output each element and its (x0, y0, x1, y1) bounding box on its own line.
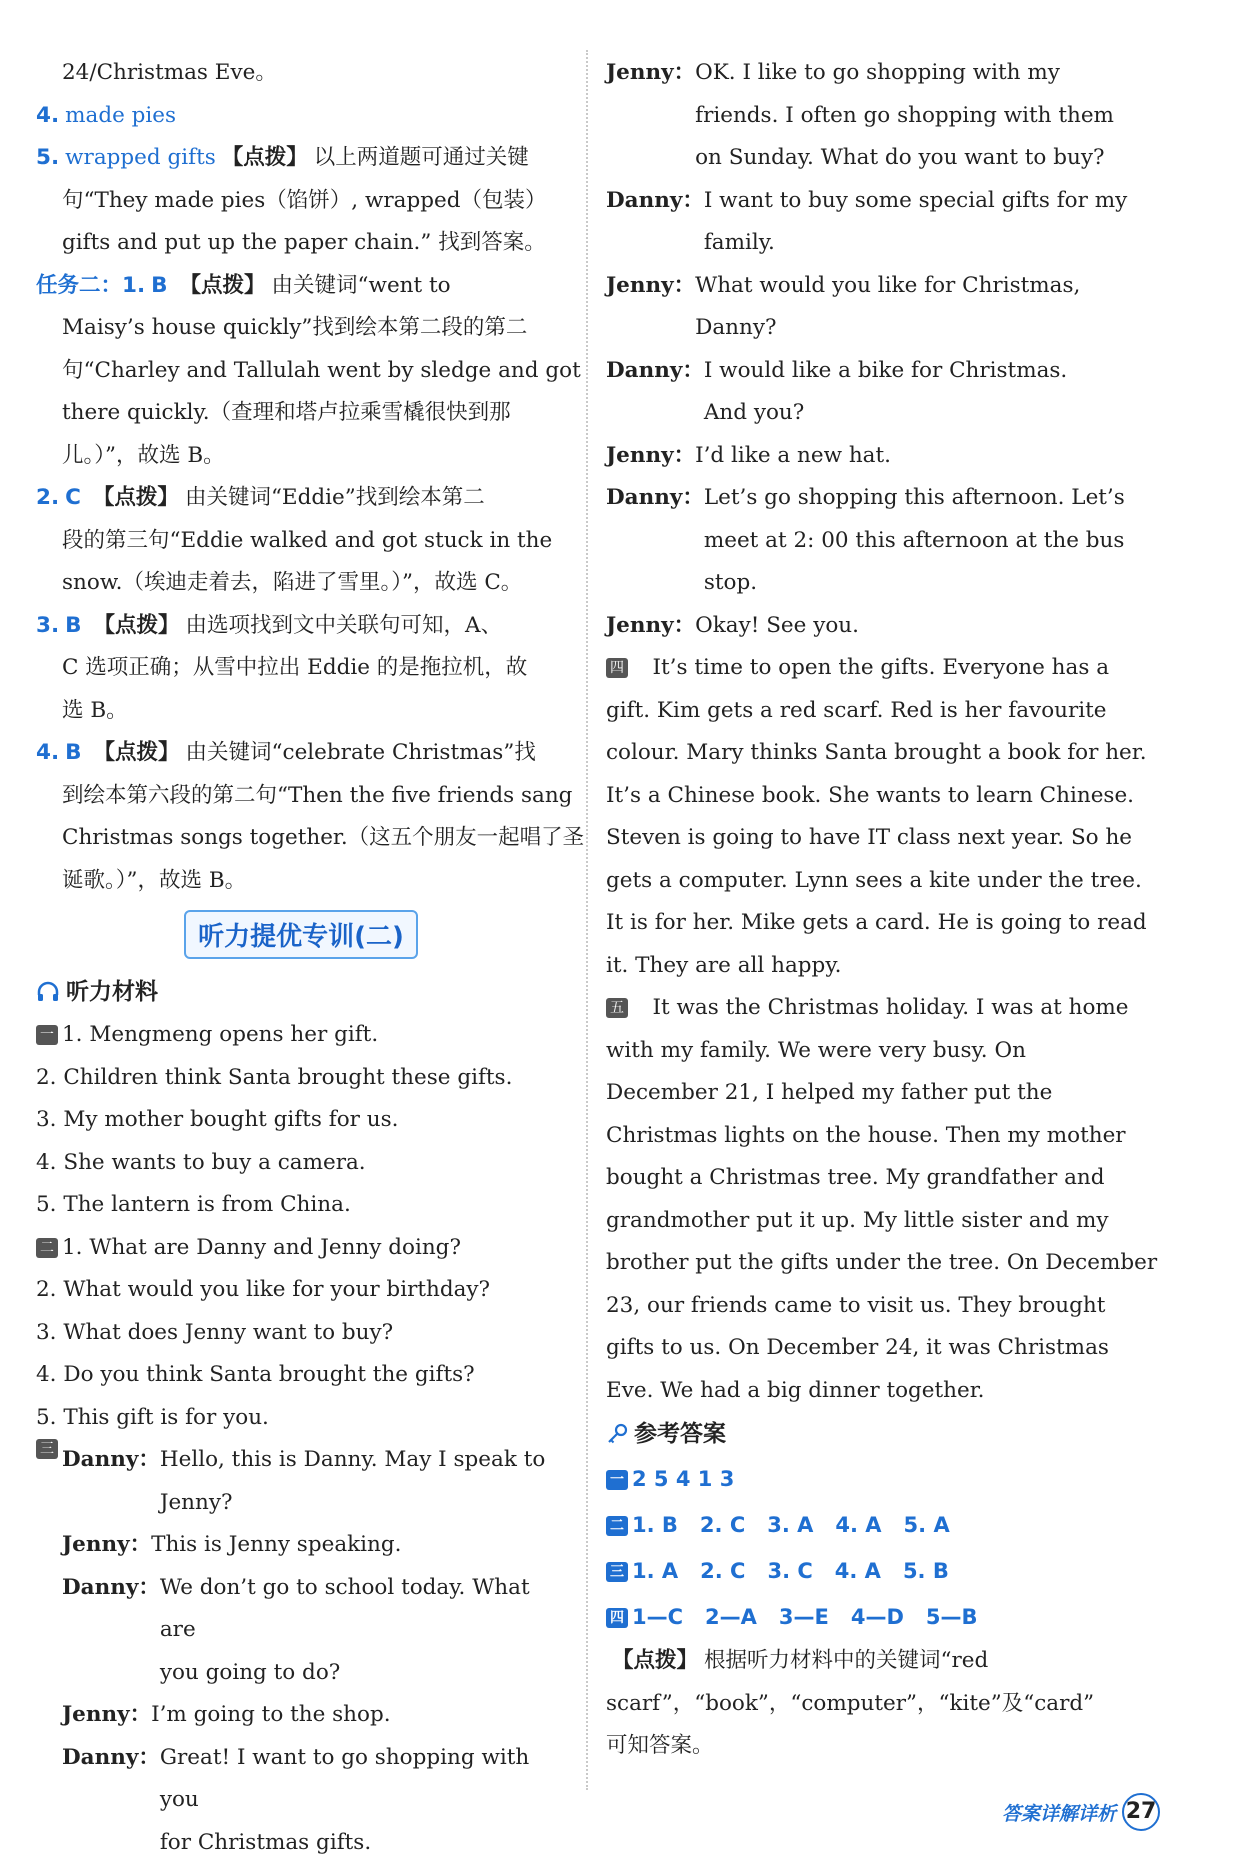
dialogue-line: Danny： We don’t go to school today. What are you going to do? (36, 1567, 566, 1695)
text-line: 诞歌。）”，故选 B。 (62, 867, 247, 893)
dialogue-line: Jenny： What would you like for Christmas, Danny? (606, 265, 1136, 350)
dialogue-line: Jenny： Okay! See you. (606, 605, 1136, 648)
text-line: 句“Charley and Tallulah went by sledge and got (62, 357, 581, 383)
passage-line: grandmother put it up. My little sister and my (606, 1207, 1109, 1233)
passage-line: colour. Mary thinks Santa brought a book for her. (606, 740, 1147, 765)
tip-line: 可知答案。 (606, 1733, 714, 1758)
list-item: 5. The lantern is from China. (36, 1192, 351, 1217)
section-two-icon: 二 (36, 1238, 58, 1258)
passage-line: December 21, I helped my father put the (606, 1080, 1053, 1105)
dialogue-line: Jenny： I’m going to the shop. (36, 1694, 566, 1737)
dialogue-line: 三 Danny： Hello, this is Danny. May I speak to Jenny? (36, 1439, 566, 1524)
text-line: gifts and put up the paper chain.” 找到答案。 (62, 230, 546, 255)
list-item: 4. She wants to buy a camera. (36, 1149, 366, 1175)
answer-line: 4. B 【点拨】 由关键词“celebrate Christmas”找 (36, 740, 536, 765)
speaker: Danny： (606, 485, 704, 510)
list-item: 4. Do you think Santa brought the gifts? (36, 1362, 475, 1387)
passage-line: with my family. We were very busy. On (606, 1037, 1026, 1063)
answer-line: 任务二：1. B 【点拨】 由关键词“went to (36, 272, 451, 298)
answer-row: 三 1. A 2. C 3. C 4. A 5. B (606, 1548, 1136, 1594)
passage-line: it. They are all happy. (606, 952, 842, 978)
key-icon (606, 1423, 628, 1445)
section-five-icon: 五 (606, 998, 628, 1018)
headphones-icon (36, 981, 60, 1003)
list-item: 2. Children think Santa brought these gifts. (36, 1064, 513, 1090)
passage-line: gift. Kim gets a red scarf. Red is her favourite (606, 697, 1107, 723)
section-one-icon: 一 (36, 1025, 58, 1045)
passage-line: 五 It was the Christmas holiday. I was at home (606, 987, 1136, 1030)
passage-line: Eve. We had a big dinner together. (606, 1377, 985, 1403)
page-number: 27 (1122, 1793, 1160, 1831)
passage-line: 23, our friends came to visit us. They brought (606, 1292, 1106, 1318)
text-line: 句“They made pies（馅饼）, wrapped（包装） (62, 187, 547, 213)
answers-heading (606, 1412, 1136, 1456)
answer-row: 二 1. B 2. C 3. A 4. A 5. A (606, 1502, 1136, 1548)
passage-line: It is for her. Mike gets a card. He is going to read (606, 910, 1147, 935)
listening-heading (36, 970, 566, 1014)
speaker: Jenny： (606, 60, 696, 85)
section-three-icon: 三 (606, 1562, 628, 1582)
dialogue-line: Danny： Great! I want to go shopping with you for Christmas gifts. (36, 1737, 566, 1861)
footer-label: 答案详解详析 (1001, 1802, 1116, 1825)
speaker: Jenny： (62, 1702, 152, 1727)
answer-line: 4. made pies (36, 102, 177, 128)
dialogue-line: Jenny： OK. I like to go shopping with my friends. I often go shopping with them on Sunday. What do you want to buy? (606, 52, 1136, 180)
section-four-icon: 四 (606, 1608, 628, 1628)
passage-line: Steven is going to have IT class next year. So he (606, 825, 1133, 850)
answer-row: 四 1—C 2—A 3—E 4—D 5—B (606, 1594, 1136, 1640)
page-footer (1002, 1793, 1160, 1831)
right-column (606, 52, 1158, 1768)
text-line: there quickly.（查理和塔卢拉乘雪橇很快到那 (62, 400, 511, 425)
dialogue-line: Danny： I would like a bike for Christmas. And you? (606, 350, 1136, 435)
passage-line: 四 It’s time to open the gifts. Everyone has a (606, 647, 1136, 690)
passage-line: It’s a Chinese book. She wants to learn Chinese. (606, 782, 1135, 808)
list-item: 3. What does Jenny want to buy? (36, 1319, 394, 1345)
speaker: Danny： (606, 357, 704, 383)
listening-heading-label: 听力材料 (66, 979, 158, 1005)
text-line: Christmas songs together.（这五个朋友一起唱了圣 (62, 825, 585, 850)
answer-line: 5. wrapped gifts 【点拨】 以上两道题可通过关键 (36, 145, 529, 170)
passage-line: brother put the gifts under the tree. On December (606, 1250, 1158, 1275)
answer-line: 2. C 【点拨】 由关键词“Eddie”找到绘本第二 (36, 485, 485, 510)
dialogue-line: Jenny： I’d like a new hat. (606, 435, 1136, 478)
section-one-icon: 一 (606, 1470, 628, 1490)
answers-heading-label: 参考答案 (634, 1421, 726, 1447)
passage-line: gets a computer. Lynn sees a kite under the tree. (606, 867, 1142, 893)
speaker: Jenny： (606, 442, 696, 468)
passage-line: Christmas lights on the house. Then my mother (606, 1122, 1126, 1148)
section-two-icon: 二 (606, 1516, 628, 1536)
speaker: Jenny： (606, 612, 696, 638)
text-line: snow.（埃迪走着去，陷进了雪里。）”，故选 C。 (62, 570, 523, 595)
text-line: 24/Christmas Eve。 (62, 60, 277, 85)
section-banner-wrap (36, 910, 566, 964)
speaker: Danny： (62, 1744, 160, 1770)
tip-line: 【点拨】 根据听力材料中的关键词“red (612, 1648, 989, 1673)
speaker: Danny： (62, 1574, 160, 1600)
text-line: 到绘本第六段的第二句“Then the five friends sang (62, 782, 573, 808)
text-line: 选 B。 (62, 697, 128, 723)
dialogue-line: Jenny： This is Jenny speaking. (36, 1524, 566, 1567)
list-item: 3. My mother bought gifts for us. (36, 1107, 399, 1132)
text-line: 段的第三句“Eddie walked and got stuck in the (62, 527, 553, 553)
section-banner: 听力提优专训(二) (184, 910, 418, 959)
passage-line: bought a Christmas tree. My grandfather and (606, 1165, 1105, 1190)
list-item: 一 1. Mengmeng opens her gift. (36, 1014, 566, 1057)
passage-line: gifts to us. On December 24, it was Christmas (606, 1335, 1109, 1360)
answer-row: 一 2 5 4 1 3 (606, 1456, 1136, 1502)
dialogue-line: Danny： Let’s go shopping this afternoon. Let’s meet at 2: 00 this afternoon at the bus stop. (606, 477, 1136, 605)
tip-line: scarf”，“book”，“computer”，“kite”及“card” (606, 1690, 1095, 1716)
list-item: 二 1. What are Danny and Jenny doing? (36, 1227, 566, 1270)
list-item: 5. This gift is for you. (36, 1404, 269, 1430)
left-column (36, 52, 585, 1861)
list-item: 2. What would you like for your birthday? (36, 1277, 491, 1302)
answer-line: 3. B 【点拨】 由选项找到文中关联句可知，A、 (36, 612, 503, 638)
text-line: 儿。）”，故选 B。 (62, 442, 225, 468)
column-divider (586, 50, 588, 1790)
dialogue-line: Danny： I want to buy some special gifts for my family. (606, 180, 1136, 265)
speaker: Danny： (62, 1447, 160, 1472)
section-four-icon: 四 (606, 658, 628, 678)
speaker: Danny： (606, 187, 704, 213)
speaker: Jenny： (606, 272, 696, 298)
speaker: Jenny： (62, 1532, 152, 1557)
section-three-icon: 三 (36, 1439, 58, 1459)
text-line: Maisy’s house quickly”找到绘本第二段的第二 (62, 315, 528, 340)
text-line: C 选项正确；从雪中拉出 Eddie 的是拖拉机，故 (62, 655, 528, 680)
